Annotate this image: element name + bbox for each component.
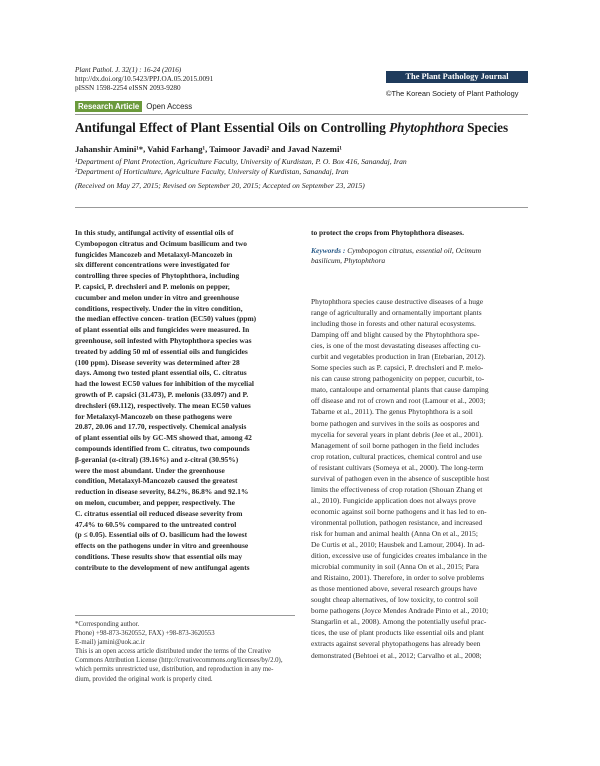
- keywords: [311, 246, 531, 266]
- journal-name-banner: The Plant Pathology Journal: [386, 71, 528, 83]
- open-access-badge: Open Access: [146, 102, 193, 111]
- body-line: extracts against several phytopathogens has already been: [311, 639, 481, 649]
- body-line: risk for human and animal health (Anna On et al., 2015;: [311, 528, 478, 538]
- abstract-line: the median effective concen- tration (EC50) values (ppm): [75, 314, 257, 324]
- abstract-line: of plant essential oils and fungicides were measured. In: [75, 325, 250, 335]
- abstract-line: drechsleri (69.112), respectively. The mean EC50 values: [75, 400, 251, 410]
- body-line: off disease and rot of crown and root (Lamour et al., 2003;: [311, 396, 486, 406]
- affiliation-2: ²Department of Horticulture, Agriculture Faculty, University of Kurdistan, Sanandaj, Iran: [75, 167, 349, 176]
- body-line: Stangarlin et al., 2008). Among the potentially useful prac-: [311, 617, 487, 627]
- keywords-heading: Keywords :: [311, 246, 348, 255]
- journal-reference: Plant Pathol. J. 32(1) : 16-24 (2016): [75, 66, 182, 74]
- body-line: including those in forests and other natural ecosystems.: [311, 319, 476, 329]
- abstract-line: greenhouse, soil infested with Phytophthora species was: [75, 335, 252, 345]
- body-line: of resistant cultivars (Someya et al., 2000). The long-term: [311, 462, 484, 472]
- affiliation-1: ¹Department of Plant Protection, Agriculture Faculty, University of Kurdistan, P. O. Box 416, Sanandaj, Iran: [75, 157, 407, 166]
- footnote-line: dium, provided the original work is properly cited.: [75, 675, 213, 683]
- body-line: borne pathogens (Joyce Mendes Andrade Pinto et al., 2010;: [311, 606, 489, 616]
- abstract-line: had the lowest EC50 values for inhibition of the mycelial: [75, 379, 254, 389]
- abstract-line: cucumber and melon under in vitro and greenhouse: [75, 292, 240, 302]
- footnote-line: which permits unrestricted use, distribution, and reproduction in any me-: [75, 666, 274, 674]
- abstract: [75, 228, 295, 574]
- footnote-divider: [75, 615, 295, 616]
- abstract-line: C. citratus essential oil reduced disease severity from: [75, 508, 243, 518]
- abstract-line: conditions. These results show that essential oils may: [75, 551, 243, 561]
- body-line: limits the effectiveness of crop rotation (Shouan Zhang et: [311, 484, 483, 494]
- body-line: borne pathogen and survives in the soils as oospores and: [311, 418, 480, 428]
- introduction-text: [311, 296, 533, 661]
- abstract-line: In this study, antifungal activity of essential oils of: [75, 228, 234, 237]
- abstract-line: were the most abundant. Under the greenhouse: [75, 465, 225, 475]
- body-line: as those mentioned above, several research groups have: [311, 584, 478, 594]
- footnote-line: Commons Attribution License (http://creativecommons.org/licenses/by/2.0),: [75, 657, 283, 665]
- body-line: range of agriculturally and ornamentally important plants: [311, 308, 482, 318]
- body-line: Damping off and blight caused by the Phytophthora spe-: [311, 330, 480, 340]
- abstract-line: for Metalaxyl-Mancozeb on these pathogens were: [75, 411, 232, 421]
- abstract-line: 20.87, 20.06 and 17.70, respectively. Chemical analysis: [75, 422, 247, 432]
- article-title: [75, 120, 535, 136]
- footnote-line: This is an open access article distributed under the terms of the Creative: [75, 648, 271, 656]
- abstract-line: contribute to the development of new antifungal agents: [75, 562, 250, 572]
- body-line: survival of pathogen even in the absence of susceptible host: [311, 473, 490, 483]
- body-line: Some species such as P. capsici, P. drechsleri and P. melo-: [311, 363, 484, 373]
- doi-link[interactable]: http://dx.doi.org/10.5423/PPJ.OA.05.2015.0091: [75, 75, 214, 83]
- body-line: mycelia for several years in plant debris (Jee et al., 2001).: [311, 429, 484, 439]
- issn: pISSN 1598-2254 eISSN 2093-9280: [75, 84, 181, 92]
- body-line: Phytophthora species cause destructive diseases of a huge: [311, 297, 484, 306]
- abstract-line: Cymbopogon citratus and Ocimum basilicum and two: [75, 238, 247, 248]
- submission-dates: (Received on May 27, 2015; Revised on September 20, 2015; Accepted on September 23, 2015): [75, 181, 365, 190]
- abstract-line: conditions, respectively. Under the in vitro condition,: [75, 303, 243, 313]
- body-line: microbial community in soil (Anna On et al., 2015; Para: [311, 562, 479, 572]
- body-line: Management of soil borne pathogen in the field includes: [311, 440, 480, 450]
- research-article-badge: Research Article: [75, 101, 142, 112]
- abstract-line: treated by adding 50 ml of essential oils and fungicides: [75, 346, 248, 356]
- title-tail: Species: [463, 120, 509, 135]
- abstract-continuation: to protect the crops from Phytophthora diseases.: [311, 228, 464, 237]
- abstract-line: (p ≤ 0.05). Essential oils of O. basilicum had the lowest: [75, 530, 248, 540]
- body-line: and Ristaino, 2001). Therefore, in order to solve problems: [311, 573, 485, 583]
- title-divider: [75, 207, 528, 208]
- abstract-line: reduction in disease severity, 84.2%, 86.8% and 92.1%: [75, 487, 249, 497]
- abstract-line: six different concentrations were investigated for: [75, 260, 230, 270]
- abstract-line: condition, Metalaxyl-Mancozeb caused the greatest: [75, 476, 238, 486]
- body-line: cies, is one of the most devastating diseases affecting cu-: [311, 341, 481, 351]
- keywords-line-2: basilicum, Phytophthora: [311, 256, 386, 265]
- body-line: crop rotation, cultural practices, chemical control and use: [311, 451, 482, 461]
- abstract-line: controlling three species of Phytophthora, including: [75, 271, 240, 281]
- body-line: mato, cantaloupe and ornamental plants that cause damping: [311, 385, 489, 395]
- title-text: Antifungal Effect of Plant Essential Oils on Controlling: [75, 120, 390, 135]
- article-badges: [75, 101, 195, 112]
- abstract-line: days. Among two tested plant essential oils, C. citratus: [75, 368, 247, 378]
- abstract-line: fungicides Mancozeb and Metalaxyl-Mancozeb in: [75, 249, 233, 259]
- body-line: economic against soil borne pathogens and it has led to en-: [311, 506, 487, 516]
- abstract-line: (100 ppm). Disease severity was determined after 28: [75, 357, 240, 367]
- body-line: tices, the use of plant products like essential oils and plant: [311, 628, 484, 638]
- body-line: sought cheap alternatives, of low toxicity, to control soil: [311, 595, 479, 605]
- body-line: dition, excessive use of fungicides creates imbalance in the: [311, 551, 487, 561]
- abstract-line: growth of P. capsici (31.473), P. melonis (33.097) and P.: [75, 389, 249, 399]
- abstract-line: P. capsici, P. drechsleri and P. melonis on pepper,: [75, 281, 230, 291]
- abstract-line: on melon, cucumber, and pepper, respectively. The: [75, 497, 235, 507]
- body-line: al., 2010). Fungicide application does not always prove: [311, 495, 476, 505]
- abstract-line: effects on the pathogens under in vitro and greenhouse: [75, 541, 249, 551]
- author-list: Jahanshir Amini¹*, Vahid Farhang¹, Taimoor Javadi² and Javad Nazemi¹: [75, 144, 342, 154]
- body-line: Tabarne et al., 2011). The genus Phytophthora is a soil: [311, 407, 473, 417]
- footnote-line: *Corresponding author.: [75, 621, 140, 628]
- abstract-line: compounds identified from C. citratus, two compounds: [75, 443, 250, 453]
- keywords-line-1: Cymbopogon citratus, essential oil, Ocimum: [347, 246, 481, 255]
- body-line: demonstrated (Behtoei et al., 2012; Carvalho et al., 2008;: [311, 650, 482, 660]
- body-line: curbit and vegetables production in Iran (Etebarian, 2012).: [311, 352, 486, 362]
- body-line: De Curtis et al., 2010; Hausbek and Lamour, 2004). In ad-: [311, 540, 485, 550]
- abstract-line: 47.4% to 60.5% compared to the untreated control: [75, 519, 237, 529]
- footnote: [75, 620, 295, 684]
- header-divider: [75, 114, 528, 115]
- journal-metadata: [75, 66, 213, 93]
- footnote-line: Phone) +98-873-3620552, FAX) +98-873-3620553: [75, 630, 215, 638]
- footnote-line: E-mail) jamini@uok.ac.ir: [75, 639, 145, 647]
- body-line: vironmental pollution, pathogen resistance, and increased: [311, 517, 483, 527]
- society-copyright: ©The Korean Society of Plant Pathology: [386, 89, 519, 98]
- body-line: nis can cause strong pathogenicity on pepper, cucurbit, to-: [311, 374, 485, 384]
- abstract-line: of plant essential oils by GC-MS showed that, among 42: [75, 433, 252, 443]
- abstract-line: β-geranial (α-citral) (39.16%) and z-citral (30.95%): [75, 454, 239, 464]
- title-genus: Phytophthora: [389, 120, 464, 135]
